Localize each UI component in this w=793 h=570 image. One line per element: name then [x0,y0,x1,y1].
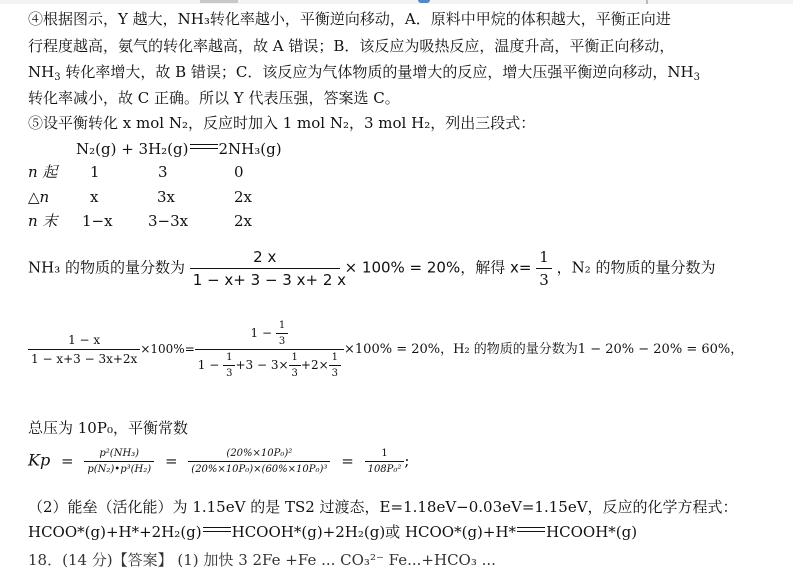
para4-line3: $NH_3$ 转化率增大，故 B 错误；C．该反应为气体物质的量增大的反应，增大压强平衡逆向移动，$NH_3$ [28,63,700,83]
para4-line2: 行程度越高，氨气的转化率越高，故 A 错误；B．该反应为吸热反应，温度升高，平衡正向移动， [28,37,675,55]
active-tab-indicator [418,0,430,3]
para5-line1: ⑤设平衡转化 x mol N₂，反应时加入 1 mol N₂，3 mol H₂，列出三段式： [28,114,536,132]
pressure-line: 总压为 10P₀，平衡常数 [28,419,188,437]
kp-expression: Kp = $\frac{\text{p²(NH₃)}}{\text{p(N₂)•p³(H₂)}}$ = $\frac{\text{(20\%×10P₀)²}}{\text{(20\%×10P₀)×(60\%×10P₀)³}}$ = $\frac{1}{\text{108P₀²}}$ ; [28,448,410,475]
part2-line1: （2）能垒（活化能）为 1.15eV 的是 TS2 过渡态，E=1.18eV−0.03eV=1.15eV，反应的化学方程式： [28,498,738,516]
row-label-change: △n [28,188,50,206]
equilibrium-arrow [190,143,218,151]
n2-substituted-fraction: 1 − $\frac{1}{3}$ 1 − $\frac{1}{3}$ +3 − 3× $\frac{1}{3}$ +2× $\frac{1}{3}$ [195,320,344,379]
row-label-end: n 末 [28,212,58,230]
cell: 2x [234,212,253,230]
para4-line1: ④根据图示，Y 越大，NH₃转化率越小，平衡逆向移动，A．原料中甲烷的体积越大，平衡正向进 [28,10,671,28]
cell: 1 [90,163,100,181]
cell: 1−x [82,212,113,230]
nh3-fraction: $\frac{2 x}{1 - x+ 3 - 3 x+ 2 x}$ [190,248,340,289]
kp-fraction-2: $\frac{\text{(20\%×10P₀)²}}{\text{(20\%×10P₀)×(60\%×10P₀)³}}$ [188,448,330,475]
reaction-equation: N₂(g) + 3H₂(g) 2NH₃(g) [76,140,282,158]
n2-simple-fraction: $\frac{1 - x}{1 - x+3 - 3x+2x}$ [28,333,140,366]
equals-arrow [517,526,545,534]
part2-equation: HCOO*(g)+H*+2H₂(g) HCOOH*(g)+2H₂(g)或 HCOO*(g)+H* HCOOH*(g) [28,523,638,541]
kp-fraction-1: $\frac{\text{p²(NH₃)}}{\text{p(N₂)•p³(H₂)}}$ [84,448,154,475]
cell: x [90,188,99,206]
cell: 3 [158,163,168,181]
top-toolbar-strip [0,0,793,4]
tab-indicator [200,0,238,3]
cell: 0 [234,163,244,181]
para4-line4: 转化率减小，故 C 正确。所以 Y 代表压强，答案选 C。 [28,89,400,107]
cell: 3x [157,188,176,206]
kp-fraction-3: $\frac{1}{\text{108P₀²}}$ [365,448,405,475]
cutoff-next-line: 18．(14 分)【答案】 (1) 加快 3 2Fe +Fe ... CO₃²⁻ Fe...+HCO₃ ... [28,551,496,569]
equals-arrow [203,526,231,534]
tab-divider [646,0,648,4]
row-label-start: n 起 [28,163,58,181]
x-value-fraction: $\frac{1}{3}$ [536,248,552,289]
cell: 2x [234,188,253,206]
cell: 3−3x [148,212,189,230]
n2-fraction-line: $\frac{1 - x}{1 - x+3 - 3x+2x}$ ×100%= 1 − $\frac{1}{3}$ 1 − $\frac{1}{3}$ +3 − 3× $\frac{1}{3}$ +2× $\frac{1}{3}$ ×100% = 20%，H₂ 的物质的量分数为1 − 20% − 20% = 60%， [28,320,743,379]
nh3-fraction-line: NH₃ 的物质的量分数为 $\frac{2 x}{1 - x+ 3 - 3 x+ 2 x}$ × 100% = 20%，解得 x= $\frac{1}{3}$ ，N₂ 的物质的量分数为 [28,248,716,289]
